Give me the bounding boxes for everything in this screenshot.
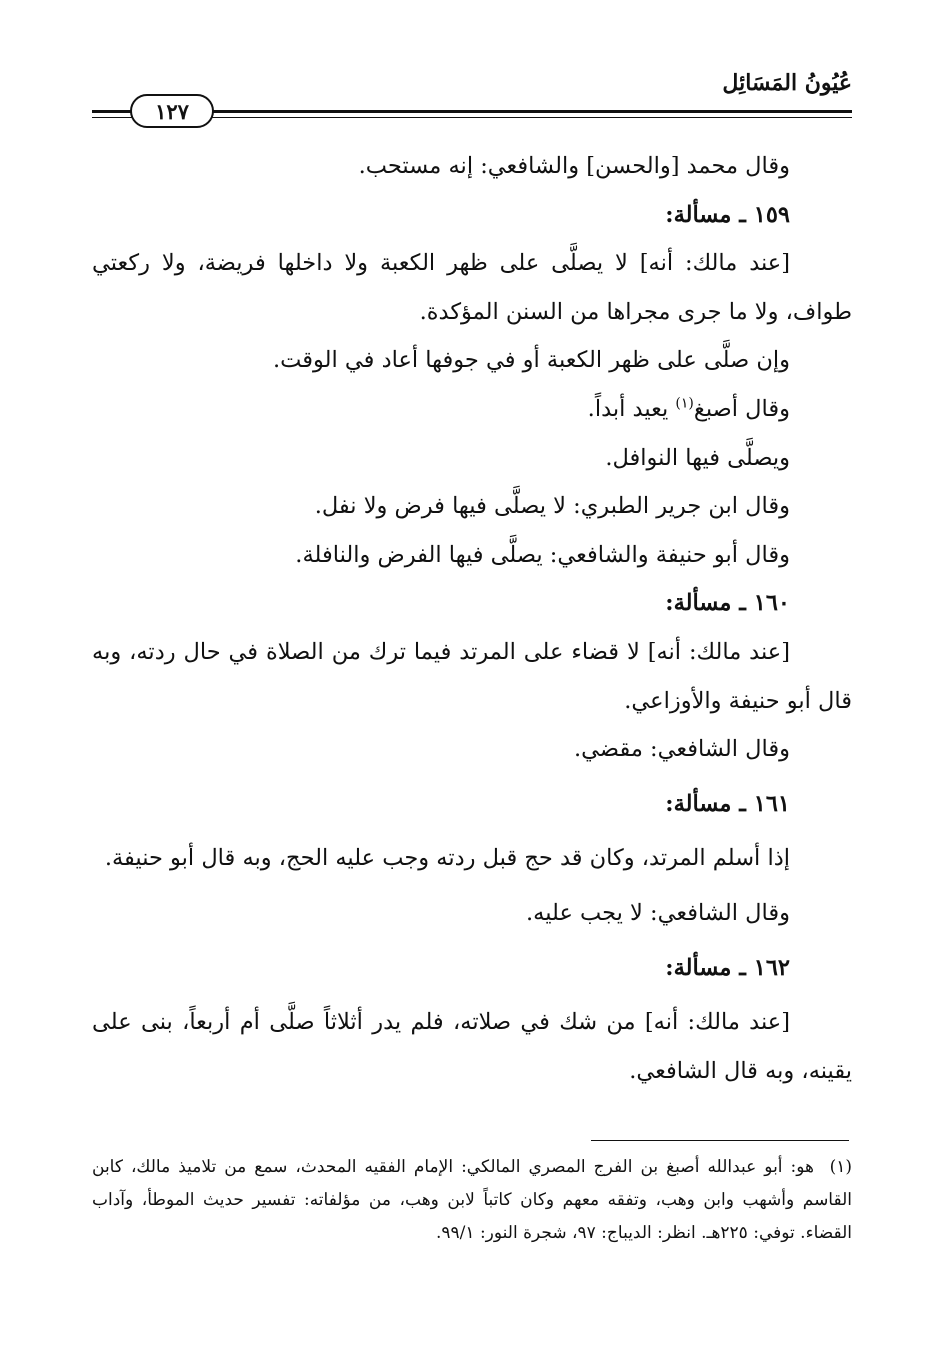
paragraph: إذا أسلم المرتد، وكان قد حج قبل ردته وجب عليه الحج، وبه قال أبو حنيفة. xyxy=(104,845,790,872)
paragraph: [عند مالك: أنه] لا يصلَّى على ظهر الكعبة ولا داخلها فريضة، ولا ركعتي طواف، ولا ما جرى مجراها من السنن المؤكدة. xyxy=(92,250,852,325)
running-title: عُيُونُ المَسَائِل xyxy=(722,70,852,96)
text-run: يعيد أبداً. xyxy=(587,395,676,422)
page-number: ١٢٧ xyxy=(130,94,214,128)
issue-heading-162: ١٦٢ ـ مسألة: xyxy=(665,954,790,981)
paragraph: وقال أبو حنيفة والشافعي: يصلَّى فيها الفرض والنافلة. xyxy=(295,541,790,568)
header-rule-thin xyxy=(210,117,852,118)
footnote xyxy=(92,1151,852,1250)
page-header xyxy=(92,58,852,126)
paragraph: وقال الشافعي: لا يجب عليه. xyxy=(525,899,790,926)
issue-heading-159: ١٥٩ ـ مسألة: xyxy=(665,201,790,228)
header-rule-left xyxy=(92,110,132,113)
issue-heading-160: ١٦٠ ـ مسألة: xyxy=(665,590,790,617)
paragraph: وقال الشافعي: مقضي. xyxy=(574,736,790,763)
footnote-text: هو: أبو عبدالله أصبغ بن الفرج المصري المالكي: الإمام الفقيه المحدث، سمع من تلاميذ مالك، كابن القاسم وأشهب وابن وهب، وتفقه معهم وكان كاتباً لابن وهب، من مؤلفاته: تفسير حديث الموطأ، وآداب القضاء. توفي: ٢٢٥هـ. انظر: الديباج: ٩٧، شجرة النور: ٩٩/١. xyxy=(92,1157,852,1243)
footnote-reference[interactable]: (١) xyxy=(675,395,694,412)
footnote-marker: (١) xyxy=(829,1157,852,1177)
header-rule-left-thin xyxy=(92,117,132,118)
text-run: وقال أصبغ xyxy=(693,395,790,422)
paragraph: [عند مالك: أنه] من شك في صلاته، فلم يدر أثلاثاً صلَّى أم أربعاً، بنى على يقينه، وبه قال الشافعي. xyxy=(92,1009,852,1084)
header-rule xyxy=(210,110,852,113)
paragraph: [عند مالك: أنه] لا قضاء على المرتد فيما ترك من الصلاة في حال ردته، وبه قال أبو حنيفة والأوزاعي. xyxy=(92,638,852,714)
paragraph: وقال ابن جرير الطبري: لا يصلَّى فيها فرض ولا نفل. xyxy=(314,493,790,520)
issue-heading-161: ١٦١ ـ مسألة: xyxy=(665,790,790,817)
paragraph xyxy=(92,385,852,434)
paragraph: وقال محمد [والحسن] والشافعي: إنه مستحب. xyxy=(358,153,790,179)
paragraph: وإن صلَّى على ظهر الكعبة أو في جوفها أعاد في الوقت. xyxy=(273,347,790,374)
footnotes xyxy=(92,1151,852,1250)
footnote-separator xyxy=(591,1140,849,1141)
main-text xyxy=(92,142,852,1095)
paragraph: ويصلَّى فيها النوافل. xyxy=(605,444,790,471)
